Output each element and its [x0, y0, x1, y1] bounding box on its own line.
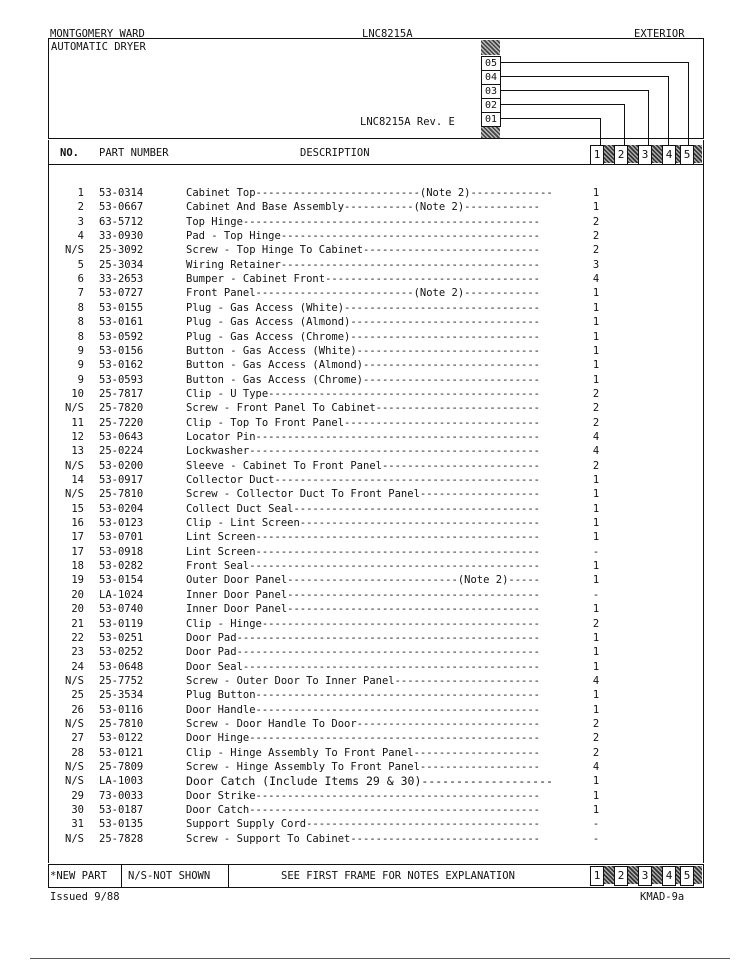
part-description: Clip - Hinge Assembly To Front Panel-------------------- — [186, 746, 541, 759]
part-number: 53-0123 — [99, 517, 144, 530]
footer-tab-hatch-1 — [604, 866, 614, 884]
part-quantity: - — [592, 832, 600, 845]
part-number: 53-0918 — [99, 545, 144, 558]
part-item-no: N/S — [65, 244, 84, 257]
part-quantity: 1 — [592, 474, 600, 486]
part-quantity: 2 — [592, 459, 600, 472]
part-item-no: 2 — [77, 201, 84, 214]
part-quantity: 1 — [592, 689, 600, 702]
part-description: Bumper - Cabinet Front---------------------------------- — [186, 273, 541, 286]
part-row — [0, 574, 750, 588]
part-quantity: 2 — [592, 387, 600, 400]
part-number: 53-0252 — [99, 646, 144, 659]
part-row — [0, 732, 750, 746]
part-description: Plug - Gas Access (Chrome)------------------------------ — [186, 330, 541, 343]
part-item-no: 17 — [71, 531, 84, 544]
part-row — [0, 345, 750, 359]
footer-tab-hatch-3 — [652, 866, 662, 884]
part-number: 53-0282 — [99, 560, 144, 573]
rev-line-04 — [500, 76, 668, 77]
part-quantity: 1 — [592, 344, 600, 357]
part-row — [0, 460, 750, 474]
part-number: 53-0701 — [99, 531, 144, 544]
part-description: Door Catch---------------------------------------------- — [186, 804, 541, 817]
footer-tab-1: 1 — [590, 866, 604, 886]
part-quantity: 1 — [592, 631, 600, 644]
part-row — [0, 402, 750, 416]
part-row — [0, 718, 750, 732]
part-number: 33-2653 — [99, 273, 144, 286]
part-quantity: 1 — [592, 373, 600, 386]
part-description: Plug - Gas Access (White)------------------------------- — [186, 301, 541, 314]
part-quantity: 1 — [592, 359, 600, 372]
part-row — [0, 775, 750, 789]
revision-hatch-top — [481, 40, 500, 55]
part-item-no: N/S — [65, 674, 84, 687]
part-description: Screw - Hinge Assembly To Front Panel------------------- — [186, 761, 541, 773]
part-item-no: 29 — [71, 789, 84, 802]
part-description: Lockwasher---------------------------------------------- — [186, 445, 541, 458]
part-description: Support Supply Cord------------------------------------- — [186, 818, 541, 831]
part-row — [0, 790, 750, 804]
footer-tab-4: 4 — [662, 866, 676, 886]
part-quantity: 1 — [592, 775, 600, 788]
part-number: 53-0187 — [99, 804, 144, 817]
part-description: Cabinet And Base Assembly-----------(Note 2)------------ — [186, 201, 541, 214]
part-quantity: 2 — [592, 402, 600, 415]
footer-new-part: *NEW PART — [50, 870, 107, 882]
part-quantity: 1 — [592, 574, 600, 587]
part-row — [0, 331, 750, 345]
tab-hatch-3 — [652, 145, 662, 163]
part-item-no: 23 — [71, 646, 84, 659]
part-item-no: 22 — [71, 631, 84, 644]
part-row — [0, 818, 750, 832]
part-description: Collector Duct------------------------------------------ — [186, 474, 541, 486]
part-item-no: 8 — [77, 316, 84, 329]
part-description: Door Pad------------------------------------------------ — [186, 646, 541, 659]
part-number: 53-0643 — [99, 430, 144, 443]
part-description: Screw - Outer Door To Inner Panel----------------------- — [186, 674, 541, 687]
part-quantity: 2 — [592, 617, 600, 630]
part-item-no: 7 — [77, 287, 84, 300]
part-row — [0, 431, 750, 445]
col-part-number: PART NUMBER — [99, 147, 169, 159]
part-number: 53-0204 — [99, 502, 144, 515]
part-description: Screw - Support To Cabinet------------------------------ — [186, 832, 541, 845]
part-row — [0, 675, 750, 689]
part-number: 25-7752 — [99, 674, 144, 687]
footer-tab-3: 3 — [638, 866, 652, 886]
part-quantity: 2 — [592, 746, 600, 759]
part-quantity: 4 — [592, 674, 600, 687]
revision-label: LNC8215A Rev. E — [360, 116, 455, 128]
part-item-no: 8 — [77, 301, 84, 314]
part-description: Door Handle--------------------------------------------- — [186, 703, 541, 716]
part-quantity: 4 — [592, 273, 600, 286]
part-item-no: N/S — [65, 402, 84, 415]
tab-hatch-1 — [604, 145, 614, 163]
part-number: 53-0200 — [99, 459, 144, 472]
part-number: 25-7820 — [99, 402, 144, 415]
document-code: KMAD-9a — [640, 891, 685, 903]
part-description: Screw - Front Panel To Cabinet-------------------------- — [186, 402, 541, 415]
part-item-no: 5 — [77, 258, 84, 271]
part-number: 53-0251 — [99, 631, 144, 644]
part-description: Cabinet Top--------------------------(Note 2)------------- — [186, 187, 553, 199]
part-quantity: 1 — [592, 287, 600, 300]
part-quantity: 2 — [592, 215, 600, 228]
part-description: Button - Gas Access (Almond)---------------------------- — [186, 359, 541, 372]
model-number: LNC8215A — [362, 28, 413, 40]
part-description: Clip - Top To Front Panel------------------------------- — [186, 416, 541, 429]
part-item-no: 3 — [77, 215, 84, 228]
part-description: Door Pad------------------------------------------------ — [186, 631, 541, 644]
part-number: 25-7220 — [99, 416, 144, 429]
part-number: 25-0224 — [99, 445, 144, 458]
part-item-no: 1 — [77, 187, 84, 199]
part-description: Wiring Retainer----------------------------------------- — [186, 258, 541, 271]
part-number: 53-0121 — [99, 746, 144, 759]
part-row — [0, 603, 750, 617]
part-description: Outer Door Panel---------------------------(Note 2)----- — [186, 574, 541, 587]
part-item-no: 9 — [77, 373, 84, 386]
part-row — [0, 503, 750, 517]
part-row — [0, 230, 750, 244]
part-description: Screw - Door Handle To Door----------------------------- — [186, 717, 541, 730]
part-quantity: 1 — [592, 804, 600, 817]
part-item-no: 25 — [71, 689, 84, 702]
part-number: 25-3034 — [99, 258, 144, 271]
part-number: 53-0667 — [99, 201, 144, 214]
part-row — [0, 704, 750, 718]
part-item-no: 8 — [77, 330, 84, 343]
part-number: 53-0156 — [99, 344, 144, 357]
part-item-no: 28 — [71, 746, 84, 759]
part-number: 63-5712 — [99, 215, 144, 228]
part-number: 25-3092 — [99, 244, 144, 257]
part-item-no: 31 — [71, 818, 84, 831]
part-quantity: 2 — [592, 732, 600, 745]
part-description: Screw - Collector Duct To Front Panel------------------- — [186, 488, 541, 501]
part-item-no: 9 — [77, 359, 84, 372]
part-row — [0, 187, 750, 201]
part-quantity: 1 — [592, 531, 600, 544]
part-item-no: 26 — [71, 703, 84, 716]
part-quantity: 1 — [592, 603, 600, 616]
part-number: 53-0740 — [99, 603, 144, 616]
part-row — [0, 316, 750, 330]
part-item-no: 13 — [71, 445, 84, 458]
part-quantity: 1 — [592, 560, 600, 573]
part-item-no: 21 — [71, 617, 84, 630]
product-title: AUTOMATIC DRYER — [51, 41, 146, 53]
part-description: Plug - Gas Access (Almond)------------------------------ — [186, 316, 541, 329]
col-description: DESCRIPTION — [300, 147, 370, 159]
rev-line-05 — [500, 62, 688, 63]
tab-1: 1 — [590, 145, 604, 165]
tab-hatch-2 — [628, 145, 638, 163]
footer-tab-hatch-5 — [694, 866, 702, 884]
part-description: Button - Gas Access (Chrome)---------------------------- — [186, 373, 541, 386]
rev-box-03: 03 — [481, 84, 501, 99]
part-description: Sleeve - Cabinet To Front Panel------------------------- — [186, 459, 541, 472]
part-number: 53-0116 — [99, 703, 144, 716]
part-item-no: 4 — [77, 230, 84, 243]
part-number: 25-3534 — [99, 689, 144, 702]
part-description: Lint Screen--------------------------------------------- — [186, 545, 541, 558]
part-item-no: 18 — [71, 560, 84, 573]
part-number: 53-0154 — [99, 574, 144, 587]
rev-box-02: 02 — [481, 98, 501, 113]
brand-name: MONTGOMERY WARD — [50, 28, 145, 40]
part-number: 53-0119 — [99, 617, 144, 630]
part-quantity: 1 — [592, 301, 600, 314]
revision-hatch-bottom — [481, 126, 500, 138]
rev-line-02 — [500, 104, 624, 105]
part-item-no: 10 — [71, 387, 84, 400]
footer-tab-5: 5 — [680, 866, 694, 886]
rev-drop-03 — [648, 90, 649, 146]
part-row — [0, 216, 750, 230]
part-row — [0, 488, 750, 502]
part-description: Plug Button--------------------------------------------- — [186, 689, 541, 702]
part-description: Inner Door Panel---------------------------------------- — [186, 588, 541, 601]
part-item-no: N/S — [65, 488, 84, 501]
part-quantity: 1 — [592, 789, 600, 802]
part-number: 53-0593 — [99, 373, 144, 386]
part-item-no: 11 — [71, 416, 84, 429]
part-item-no: 6 — [77, 273, 84, 286]
part-number: 53-0314 — [99, 187, 144, 199]
part-description: Clip - Lint Screen-------------------------------------- — [186, 517, 541, 530]
part-number: 53-0592 — [99, 330, 144, 343]
part-row — [0, 359, 750, 373]
rev-drop-05 — [688, 62, 689, 146]
part-row — [0, 244, 750, 258]
rev-box-01: 01 — [481, 112, 501, 127]
part-quantity: 4 — [592, 430, 600, 443]
part-quantity: 1 — [592, 187, 600, 199]
part-description: Locator Pin--------------------------------------------- — [186, 430, 541, 443]
part-row — [0, 833, 750, 847]
part-item-no: N/S — [65, 717, 84, 730]
part-item-no: 9 — [77, 344, 84, 357]
part-description: Door Hinge---------------------------------------------- — [186, 732, 541, 745]
part-item-no: 19 — [71, 574, 84, 587]
part-number: 25-7810 — [99, 717, 144, 730]
part-description: Pad - Top Hinge----------------------------------------- — [186, 230, 541, 243]
part-number: 25-7810 — [99, 488, 144, 501]
part-item-no: 20 — [71, 603, 84, 616]
part-item-no: 17 — [71, 545, 84, 558]
part-row — [0, 646, 750, 660]
rev-box-05: 05 — [481, 56, 501, 71]
part-description: Door Seal----------------------------------------------- — [186, 660, 541, 673]
footer-notes: SEE FIRST FRAME FOR NOTES EXPLANATION — [281, 870, 515, 882]
part-description: Collect Duct Seal--------------------------------------- — [186, 502, 541, 515]
part-row — [0, 761, 750, 775]
part-quantity: 1 — [592, 703, 600, 716]
part-item-no: 30 — [71, 804, 84, 817]
part-item-no: 12 — [71, 430, 84, 443]
part-number: 33-0930 — [99, 230, 144, 243]
part-quantity: 1 — [592, 646, 600, 659]
part-quantity: 1 — [592, 660, 600, 673]
part-item-no: N/S — [65, 832, 84, 845]
part-description: Front Panel-------------------------(Note 2)------------ — [186, 287, 541, 300]
part-item-no: 16 — [71, 517, 84, 530]
rev-drop-04 — [668, 76, 669, 146]
part-row — [0, 417, 750, 431]
part-item-no: 24 — [71, 660, 84, 673]
part-quantity: 3 — [592, 258, 600, 271]
part-quantity: 1 — [592, 517, 600, 530]
part-description: Front Seal---------------------------------------------- — [186, 560, 541, 573]
part-quantity: - — [592, 588, 600, 601]
part-row — [0, 445, 750, 459]
part-number: 53-0155 — [99, 301, 144, 314]
part-item-no: N/S — [65, 775, 84, 788]
part-row — [0, 804, 750, 818]
col-no: NO. — [60, 147, 79, 159]
part-number: 25-7817 — [99, 387, 144, 400]
part-description: Door Catch (Include Items 29 & 30)------------------- — [186, 774, 553, 789]
part-number: 53-0162 — [99, 359, 144, 372]
part-row — [0, 287, 750, 301]
part-row — [0, 531, 750, 545]
bottom-rule — [30, 958, 730, 959]
part-quantity: 1 — [592, 316, 600, 329]
part-quantity: 2 — [592, 230, 600, 243]
part-number: LA-1003 — [99, 775, 144, 788]
part-quantity: 1 — [592, 488, 600, 501]
part-description: Lint Screen--------------------------------------------- — [186, 531, 541, 544]
part-row — [0, 374, 750, 388]
part-number: 73-0033 — [99, 789, 144, 802]
part-description: Door Strike--------------------------------------------- — [186, 789, 541, 802]
part-quantity: - — [592, 545, 600, 558]
tab-2: 2 — [614, 145, 628, 165]
part-quantity: - — [592, 818, 600, 831]
part-quantity: 1 — [592, 201, 600, 214]
tab-3: 3 — [638, 145, 652, 165]
part-description: Inner Door Panel---------------------------------------- — [186, 603, 541, 616]
part-row — [0, 517, 750, 531]
part-number: 53-0122 — [99, 732, 144, 745]
part-row — [0, 273, 750, 287]
part-quantity: 2 — [592, 416, 600, 429]
part-row — [0, 388, 750, 402]
part-row — [0, 259, 750, 273]
issued-date: Issued 9/88 — [50, 891, 120, 903]
part-number: 25-7809 — [99, 761, 144, 773]
part-quantity: 2 — [592, 244, 600, 257]
part-row — [0, 546, 750, 560]
part-item-no: 15 — [71, 502, 84, 515]
part-row — [0, 747, 750, 761]
part-item-no: N/S — [65, 459, 84, 472]
part-row — [0, 201, 750, 215]
part-quantity: 2 — [592, 717, 600, 730]
part-row — [0, 661, 750, 675]
part-number: 25-7828 — [99, 832, 144, 845]
part-row — [0, 632, 750, 646]
part-row — [0, 618, 750, 632]
part-row — [0, 474, 750, 488]
part-item-no: 14 — [71, 474, 84, 486]
footer-tab-hatch-2 — [628, 866, 638, 884]
part-item-no: 27 — [71, 732, 84, 745]
part-quantity: 1 — [592, 330, 600, 343]
part-description: Clip - Hinge-------------------------------------------- — [186, 617, 541, 630]
part-quantity: 1 — [592, 502, 600, 515]
rev-line-03 — [500, 90, 648, 91]
tab-4: 4 — [662, 145, 676, 165]
rev-box-04: 04 — [481, 70, 501, 85]
part-description: Button - Gas Access (White)----------------------------- — [186, 344, 541, 357]
part-number: 53-0648 — [99, 660, 144, 673]
rev-line-01 — [500, 118, 600, 119]
part-row — [0, 689, 750, 703]
part-description: Screw - Top Hinge To Cabinet---------------------------- — [186, 244, 541, 257]
part-number: 53-0135 — [99, 818, 144, 831]
section-name: EXTERIOR — [634, 28, 685, 40]
part-number: 53-0161 — [99, 316, 144, 329]
part-description: Clip - U Type------------------------------------------- — [186, 387, 541, 400]
part-row — [0, 560, 750, 574]
tab-hatch-5 — [694, 145, 702, 163]
tab-5: 5 — [680, 145, 694, 165]
part-item-no: 20 — [71, 588, 84, 601]
part-quantity: 4 — [592, 445, 600, 458]
part-item-no: N/S — [65, 761, 84, 773]
footer-not-shown: N/S-NOT SHOWN — [128, 870, 211, 882]
part-quantity: 4 — [592, 761, 600, 773]
part-number: 53-0917 — [99, 474, 144, 486]
part-description: Top Hinge----------------------------------------------- — [186, 215, 541, 228]
part-row — [0, 589, 750, 603]
part-number: 53-0727 — [99, 287, 144, 300]
part-row — [0, 302, 750, 316]
part-number: LA-1024 — [99, 588, 144, 601]
footer-tab-2: 2 — [614, 866, 628, 886]
